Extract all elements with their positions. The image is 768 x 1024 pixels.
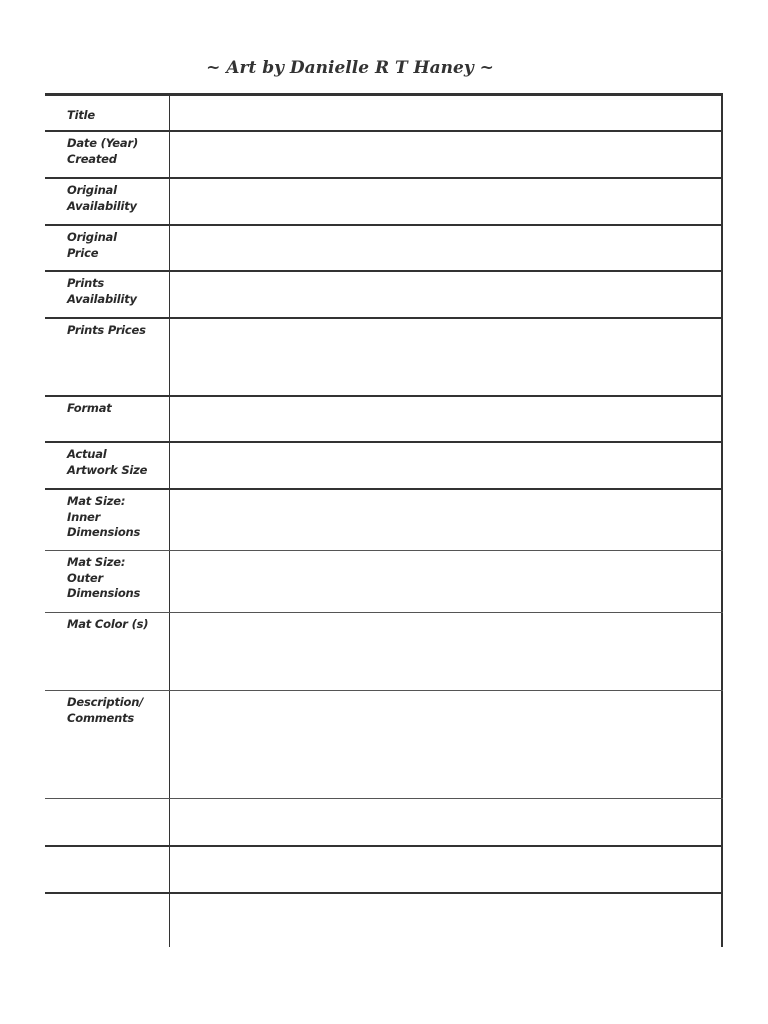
row-label-mat-outer-dimensions: Mat Size: Outer Dimensions <box>67 555 141 600</box>
blank-field-3[interactable] <box>169 894 723 947</box>
row-label-prints-prices: Prints Prices <box>67 323 146 337</box>
row-label-mat-color: Mat Color (s) <box>67 617 149 631</box>
form-row-mat-inner-dimensions <box>45 490 723 551</box>
form-row-actual-artwork-size <box>45 443 723 490</box>
row-label-original-price: Original Price <box>67 230 117 260</box>
row-label-actual-artwork-size: Actual Artwork Size <box>67 447 148 477</box>
row-label-date-created: Date (Year) Created <box>67 136 138 166</box>
title-field[interactable] <box>169 96 723 130</box>
prints-prices-field[interactable] <box>169 319 723 395</box>
row-label-mat-inner-dimensions: Mat Size: Inner Dimensions <box>67 494 141 539</box>
form-row-date-created <box>45 132 723 179</box>
form-row-mat-color <box>45 613 723 691</box>
artwork-info-form <box>45 93 723 947</box>
row-label-blank-2 <box>45 847 169 892</box>
original-availability-field[interactable] <box>169 179 723 224</box>
original-price-field[interactable] <box>169 226 723 270</box>
format-field[interactable] <box>169 397 723 441</box>
form-row-mat-outer-dimensions <box>45 551 723 613</box>
row-label-title: Title <box>67 108 96 122</box>
description-comments-field[interactable] <box>169 691 723 798</box>
blank-field-2[interactable] <box>169 847 723 892</box>
row-label-format: Format <box>67 401 112 415</box>
row-label-blank-1 <box>45 799 169 845</box>
form-row-title <box>45 93 723 132</box>
form-row-description-comments <box>45 691 723 799</box>
form-row-original-price <box>45 226 723 272</box>
row-label-prints-availability: Prints Availability <box>67 276 137 306</box>
blank-field-1[interactable] <box>169 799 723 845</box>
form-row-prints-availability <box>45 272 723 319</box>
form-row-prints-prices <box>45 319 723 397</box>
mat-inner-dimensions-field[interactable] <box>169 490 723 550</box>
date-created-field[interactable] <box>169 132 723 177</box>
mat-outer-dimensions-field[interactable] <box>169 551 723 612</box>
form-row-blank-2 <box>45 847 723 894</box>
mat-color-field[interactable] <box>169 613 723 690</box>
form-row-format <box>45 397 723 443</box>
form-row-original-availability <box>45 179 723 226</box>
prints-availability-field[interactable] <box>169 272 723 317</box>
page-title: ~ Art by Danielle R T Haney ~ <box>206 58 494 78</box>
row-label-original-availability: Original Availability <box>67 183 137 213</box>
row-label-description-comments: Description/ Comments <box>67 695 144 725</box>
row-label-blank-3 <box>45 894 169 947</box>
form-row-blank-3 <box>45 894 723 947</box>
form-row-blank-1 <box>45 799 723 847</box>
actual-artwork-size-field[interactable] <box>169 443 723 488</box>
